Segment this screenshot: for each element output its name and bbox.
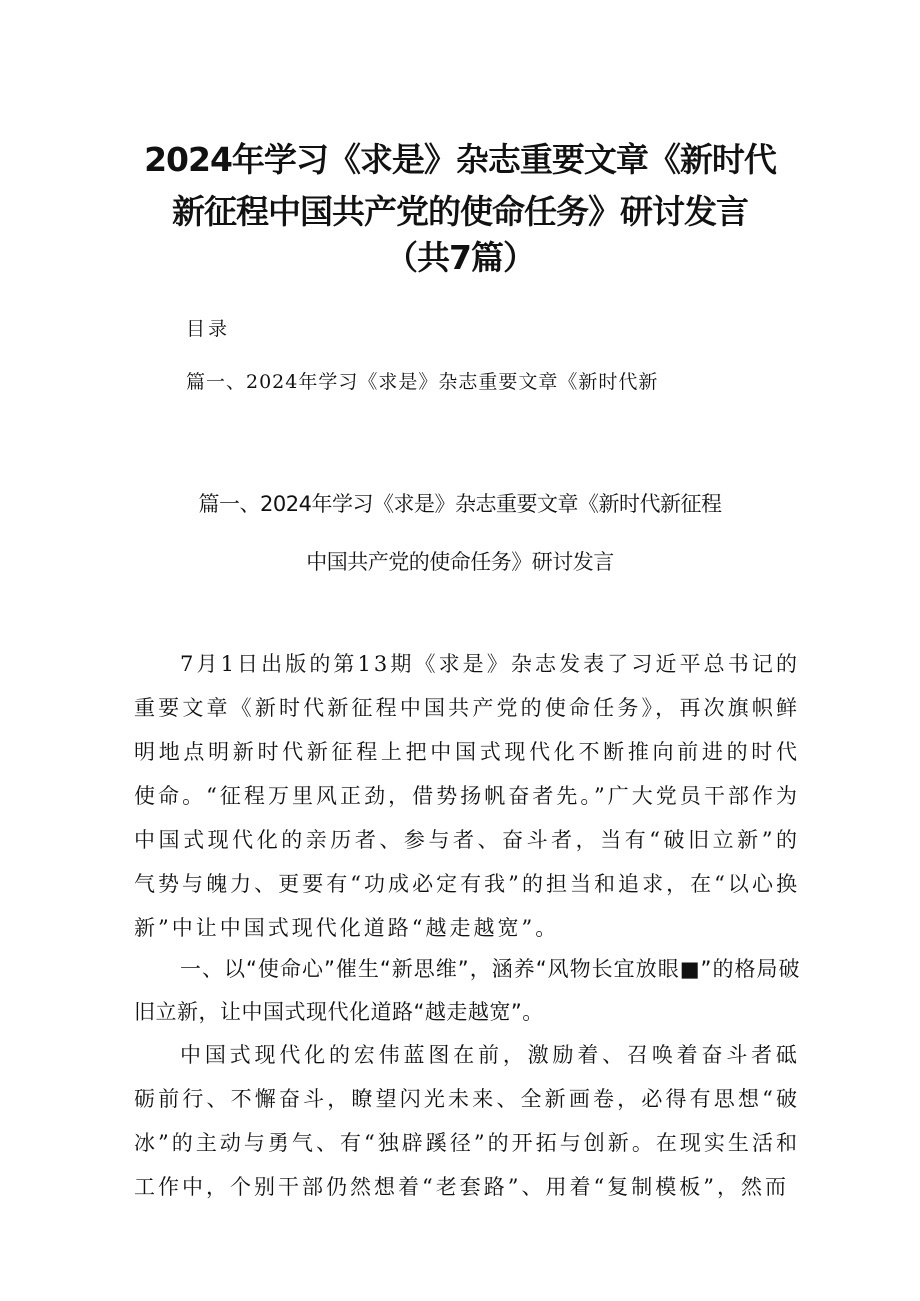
body-paragraph-2: 中国式现代化的宏伟蓝图在前，激励着、召唤着奋斗者砥砺前行、不懈奋斗，瞭望闪光未来、全新画卷，必得有思想“破冰”的主动与勇气、有“独辟蹊径”的开拓与创新。在现实生活和工作中，个别干部仍然想着“老套路”、用着“复制模板”，然而 [134,1043,800,1199]
subsection-heading-1: 一、以“使命心”催生“新思维”，涵养“风物长宜放眼■”的格局破旧立新，让中国式现代化道路“越走越宽”。 [134,957,800,1024]
section-title-line-1: 篇一、2024年学习《求是》杂志重要文章《新时代新征程 [198,492,722,516]
document-title-line-2: 新征程中国共产党的使命任务》研讨发言 [172,192,748,231]
toc-heading: 目录 [186,318,231,340]
document-title-line-3: （共7篇） [385,238,535,277]
toc-item-1[interactable]: 篇一、2024年学习《求是》杂志重要文章《新时代新 [186,371,659,393]
section-title-line-2: 中国共产党的使命任务》研讨发言 [306,550,614,574]
body-paragraph-1: 7月1日出版的第13期《求是》杂志发表了习近平总书记的重要文章《新时代新征程中国共产党的使命任务》，再次旗帜鲜明地点明新时代新征程上把中国式现代化不断推向前进的时代使命。“征程万里风正劲，借势扬帆奋者先。”广大党员干部作为中国式现代化的亲历者、参与者、奋斗者，当有“破旧立新”的气势与魄力、更要有“功成必定有我”的担当和追求，在“以心换新”中让中国式现代化道路“越走越宽”。 [134,652,800,940]
document-title-line-1: 2024年学习《求是》杂志重要文章《新时代 [144,140,776,179]
